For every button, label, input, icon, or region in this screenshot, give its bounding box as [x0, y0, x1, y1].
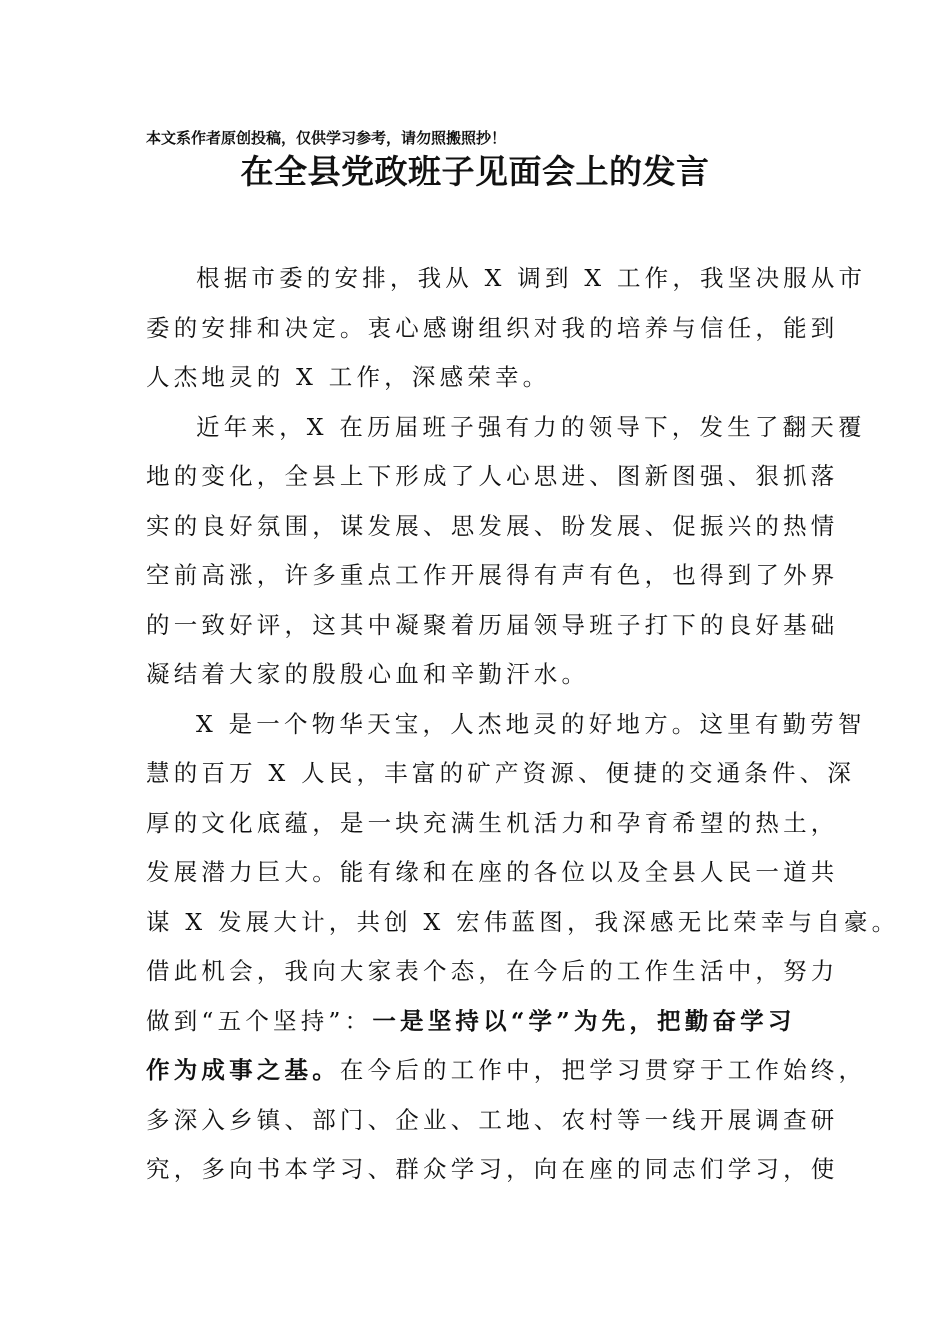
paragraph-line: 凝结着大家的殷殷心血和辛勤汗水。: [146, 660, 590, 688]
paragraph-line: 人杰地灵的 X 工作，深感荣幸。: [146, 363, 551, 391]
paragraph-line: 近年来，X 在历届班子强有力的领导下，发生了翻天覆: [196, 412, 866, 441]
paragraph-line: 根据市委的安排，我从 X 调到 X 工作，我坚决服从市: [196, 264, 867, 292]
paragraph-text: 做到“五个坚持”：: [146, 1006, 373, 1035]
paragraph-line: 的一致好评，这其中凝聚着历届领导班子打下的良好基础: [146, 610, 839, 639]
paragraph-line: 慧的百万 X 人民，丰富的矿产资源、便捷的交通条件、深: [146, 759, 856, 787]
paragraph-line: 谋 X 发展大计，共创 X 宏伟蓝图，我深感无比荣幸与自豪。: [146, 907, 900, 936]
paragraph-text: 在今后的工作中，把学习贯穿于工作始终，: [339, 1056, 867, 1084]
paragraph-line: 地的变化，全县上下形成了人心思进、图新图强、狠抓落: [146, 462, 839, 490]
paragraph-line: [146, 997, 826, 1047]
paragraph-line: 借此机会，我向大家表个态，在今后的工作生活中，努力: [146, 957, 839, 985]
paragraph-line: 厚的文化底蕴，是一块充满生机活力和孕育希望的热土，: [146, 808, 839, 837]
copyright-notice: 本文系作者原创投稿，仅供学习参考，请勿照搬照抄！: [146, 129, 507, 147]
paragraph-line: 究，多向书本学习、群众学习，向在座的同志们学习，使: [146, 1155, 839, 1183]
document-title: 在全县党政班子见面会上的发言: [240, 152, 710, 191]
document-body: [146, 254, 900, 1195]
paragraph-line: 空前高涨，许多重点工作开展得有声有色，也得到了外界: [146, 561, 839, 589]
paragraph-line: 发展潜力巨大。能有缘和在座的各位以及全县人民一道共: [146, 858, 839, 886]
paragraph-line: 委的安排和决定。衷心感谢组织对我的培养与信任，能到: [146, 313, 839, 342]
bold-heading-text: 一是坚持以“学”为先，把勤奋学习: [372, 1006, 796, 1035]
paragraph-line: [146, 1046, 867, 1096]
paragraph-line: 多深入乡镇、部门、企业、工地、农村等一线开展调查研: [146, 1105, 839, 1134]
paragraph-line: X 是一个物华天宝，人杰地灵的好地方。这里有勤劳智: [196, 709, 866, 738]
paragraph-line: 实的良好氛围，谋发展、思发展、盼发展、促振兴的热情: [146, 511, 839, 540]
bold-heading-text: 作为成事之基。: [146, 1056, 340, 1084]
